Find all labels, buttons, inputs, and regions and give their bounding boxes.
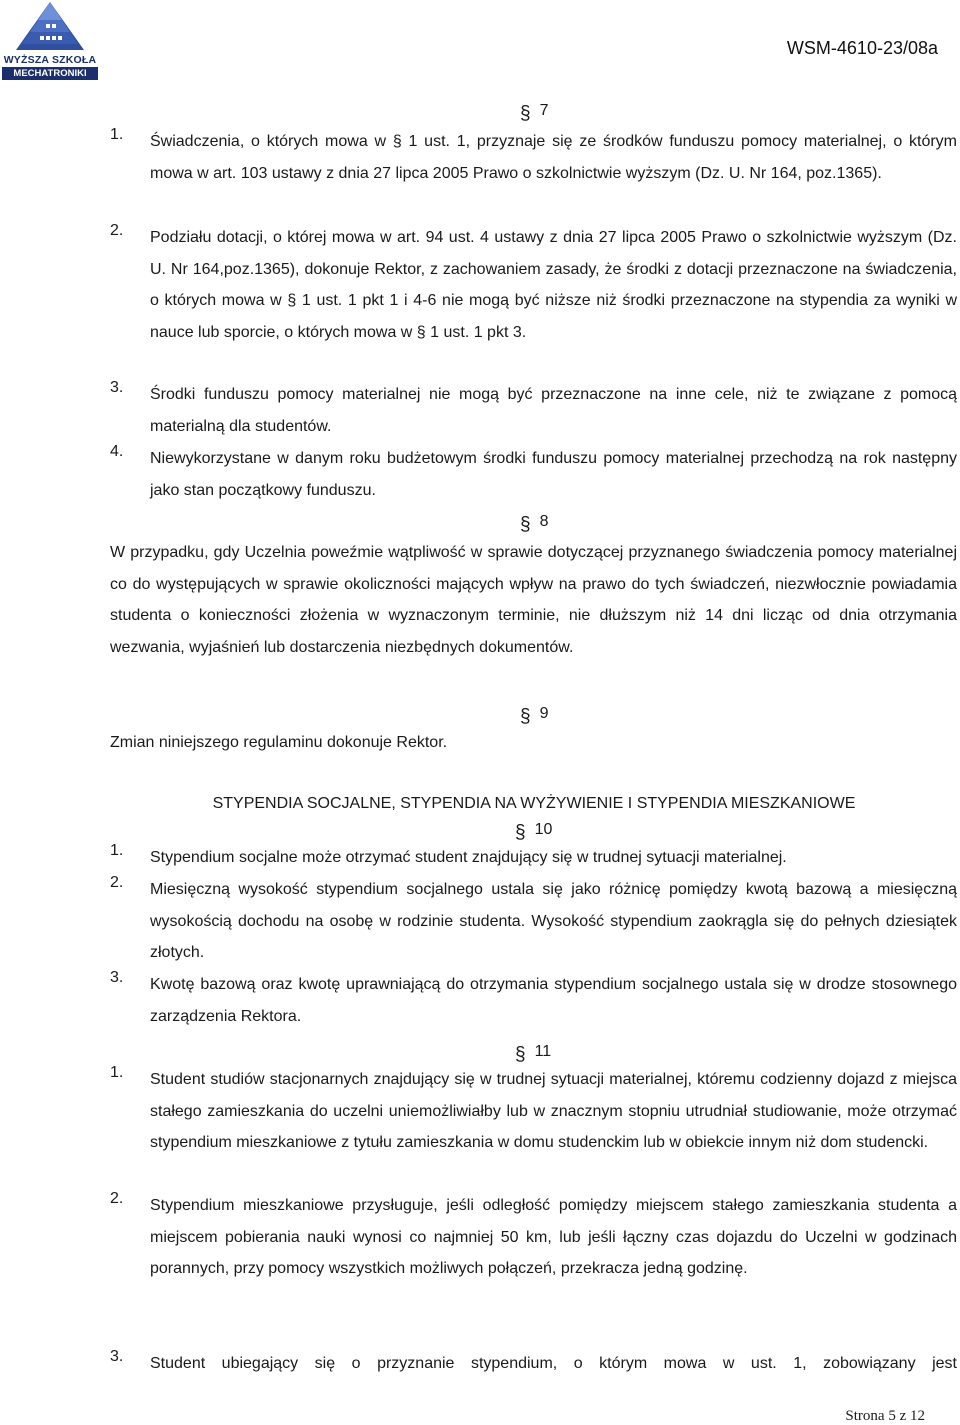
chapter-heading: STYPENDIA SOCJALNE, STYPENDIA NA WYŻYWIENIE I STYPENDIA MIESZKANIOWE	[212, 795, 856, 812]
logo-line-2: MECHATRONIKI	[2, 67, 98, 80]
paragraph: Stypendium socjalne może otrzymać student znajdujący się w trudnej sytuacji materialnej.	[150, 849, 787, 866]
paragraph: Stypendium mieszkaniowe przysługuje, jeśli odległość pomiędzy miejscem stałego zamieszkania studenta a miejscem pobierania nauki wynosi co najmniej 50 km, lub jeśli łączny czas dojazdu do Uczelni w godzinach porannych, przy pomocy wszystkich możliwych połączeń, przekracza jedną godzinę.	[150, 1197, 957, 1277]
logo-emblem-icon	[0, 0, 100, 58]
list-number: 3.	[110, 969, 124, 986]
page-number: Strona 5 z 12	[845, 1408, 925, 1424]
section-symbol: §	[520, 103, 531, 124]
list-number: 2.	[110, 1190, 124, 1207]
paragraph: Student ubiegający się o przyznanie stypendium, o którym mowa w ust. 1, zobowiązany jest	[150, 1355, 957, 1372]
section-9-heading: § 9	[520, 705, 549, 727]
paragraph: Kwotę bazową oraz kwotę uprawniającą do otrzymania stypendium socjalnego ustala się w drodze stosownego zarządzenia Rektora.	[150, 976, 957, 1025]
list-number: 1.	[110, 126, 124, 143]
section-7-heading: § 7	[520, 102, 549, 124]
school-logo	[0, 0, 100, 82]
paragraph: Podziału dotacji, o której mowa w art. 94 ust. 4 ustawy z dnia 27 lipca 2005 Prawo o szkolnictwie wyższym (Dz. U. Nr 164,poz.1365), dokonuje Rektor, z zachowaniem zasady, że środki z dotacji przeznaczone na świadczenia, o których mowa w § 1 ust. 1 pkt 1 i 4-6 nie mogą być niższe niż środki przeznaczone na stypendia za wyniki w nauce lub sporcie, o których mowa w § 1 ust. 1 pkt 3.	[150, 229, 957, 341]
list-number: 1.	[110, 842, 124, 859]
logo-line-1: WYŻSZA SZKOŁA	[3, 54, 97, 66]
document-id: WSM-4610-23/08a	[786, 38, 938, 58]
section-10-heading: § 10	[515, 821, 553, 843]
paragraph: Miesięczną wysokość stypendium socjalnego ustala się jako różnicę pomiędzy kwotą bazową a miesięczną wysokością dochodu na osobę w rodzinie studenta. Wysokość stypendium zaokrągla się do pełnych dziesiątek złotych.	[150, 881, 957, 961]
paragraph: Niewykorzystane w danym roku budżetowym środki funduszu pomocy materialnej przechodzą na rok następny jako stan początkowy funduszu.	[150, 450, 957, 499]
list-number: 2.	[110, 222, 124, 239]
list-number: 4.	[110, 443, 124, 460]
paragraph: W przypadku, gdy Uczelnia poweźmie wątpliwość w sprawie dotyczącej przyznanego świadczenia pomocy materialnej co do występujących w sprawie okoliczności mających wpływ na prawo do tych świadczeń, niezwłocznie powiadamia studenta o konieczności złożenia w wyznaczonym terminie, nie dłuższym niż 14 dni licząc od dnia otrzymania wezwania, wyjaśnień lub dostarczenia niezbędnych dokumentów.	[110, 544, 957, 656]
section-8-heading: § 8	[520, 513, 549, 535]
paragraph: Student studiów stacjonarnych znajdujący się w trudnej sytuacji materialnej, któremu codzienny dojazd z miejsca stałego zamieszkania do uczelni uniemożliwiałby lub w znacznym stopniu utrudniał studiowanie, może otrzymać stypendium mieszkaniowe z tytułu zamieszkania w domu studenckim lub w obiekcie innym niż dom studencki.	[150, 1071, 957, 1151]
list-number: 3.	[110, 379, 124, 396]
paragraph: Środki funduszu pomocy materialnej nie mogą być przeznaczone na inne cele, niż te związane z pomocą materialną dla studentów.	[150, 386, 957, 435]
paragraph: Świadczenia, o których mowa w § 1 ust. 1, przyznaje się ze środków funduszu pomocy materialnej, o którym mowa w art. 103 ustawy z dnia 27 lipca 2005 Prawo o szkolnictwie wyższym (Dz. U. Nr 164, poz.1365).	[150, 133, 957, 182]
list-number: 2.	[110, 874, 124, 891]
section-11-heading: § 11	[515, 1043, 552, 1065]
list-number: 3.	[110, 1348, 124, 1365]
paragraph: Zmian niniejszego regulaminu dokonuje Rektor.	[110, 734, 448, 751]
list-number: 1.	[110, 1064, 124, 1081]
